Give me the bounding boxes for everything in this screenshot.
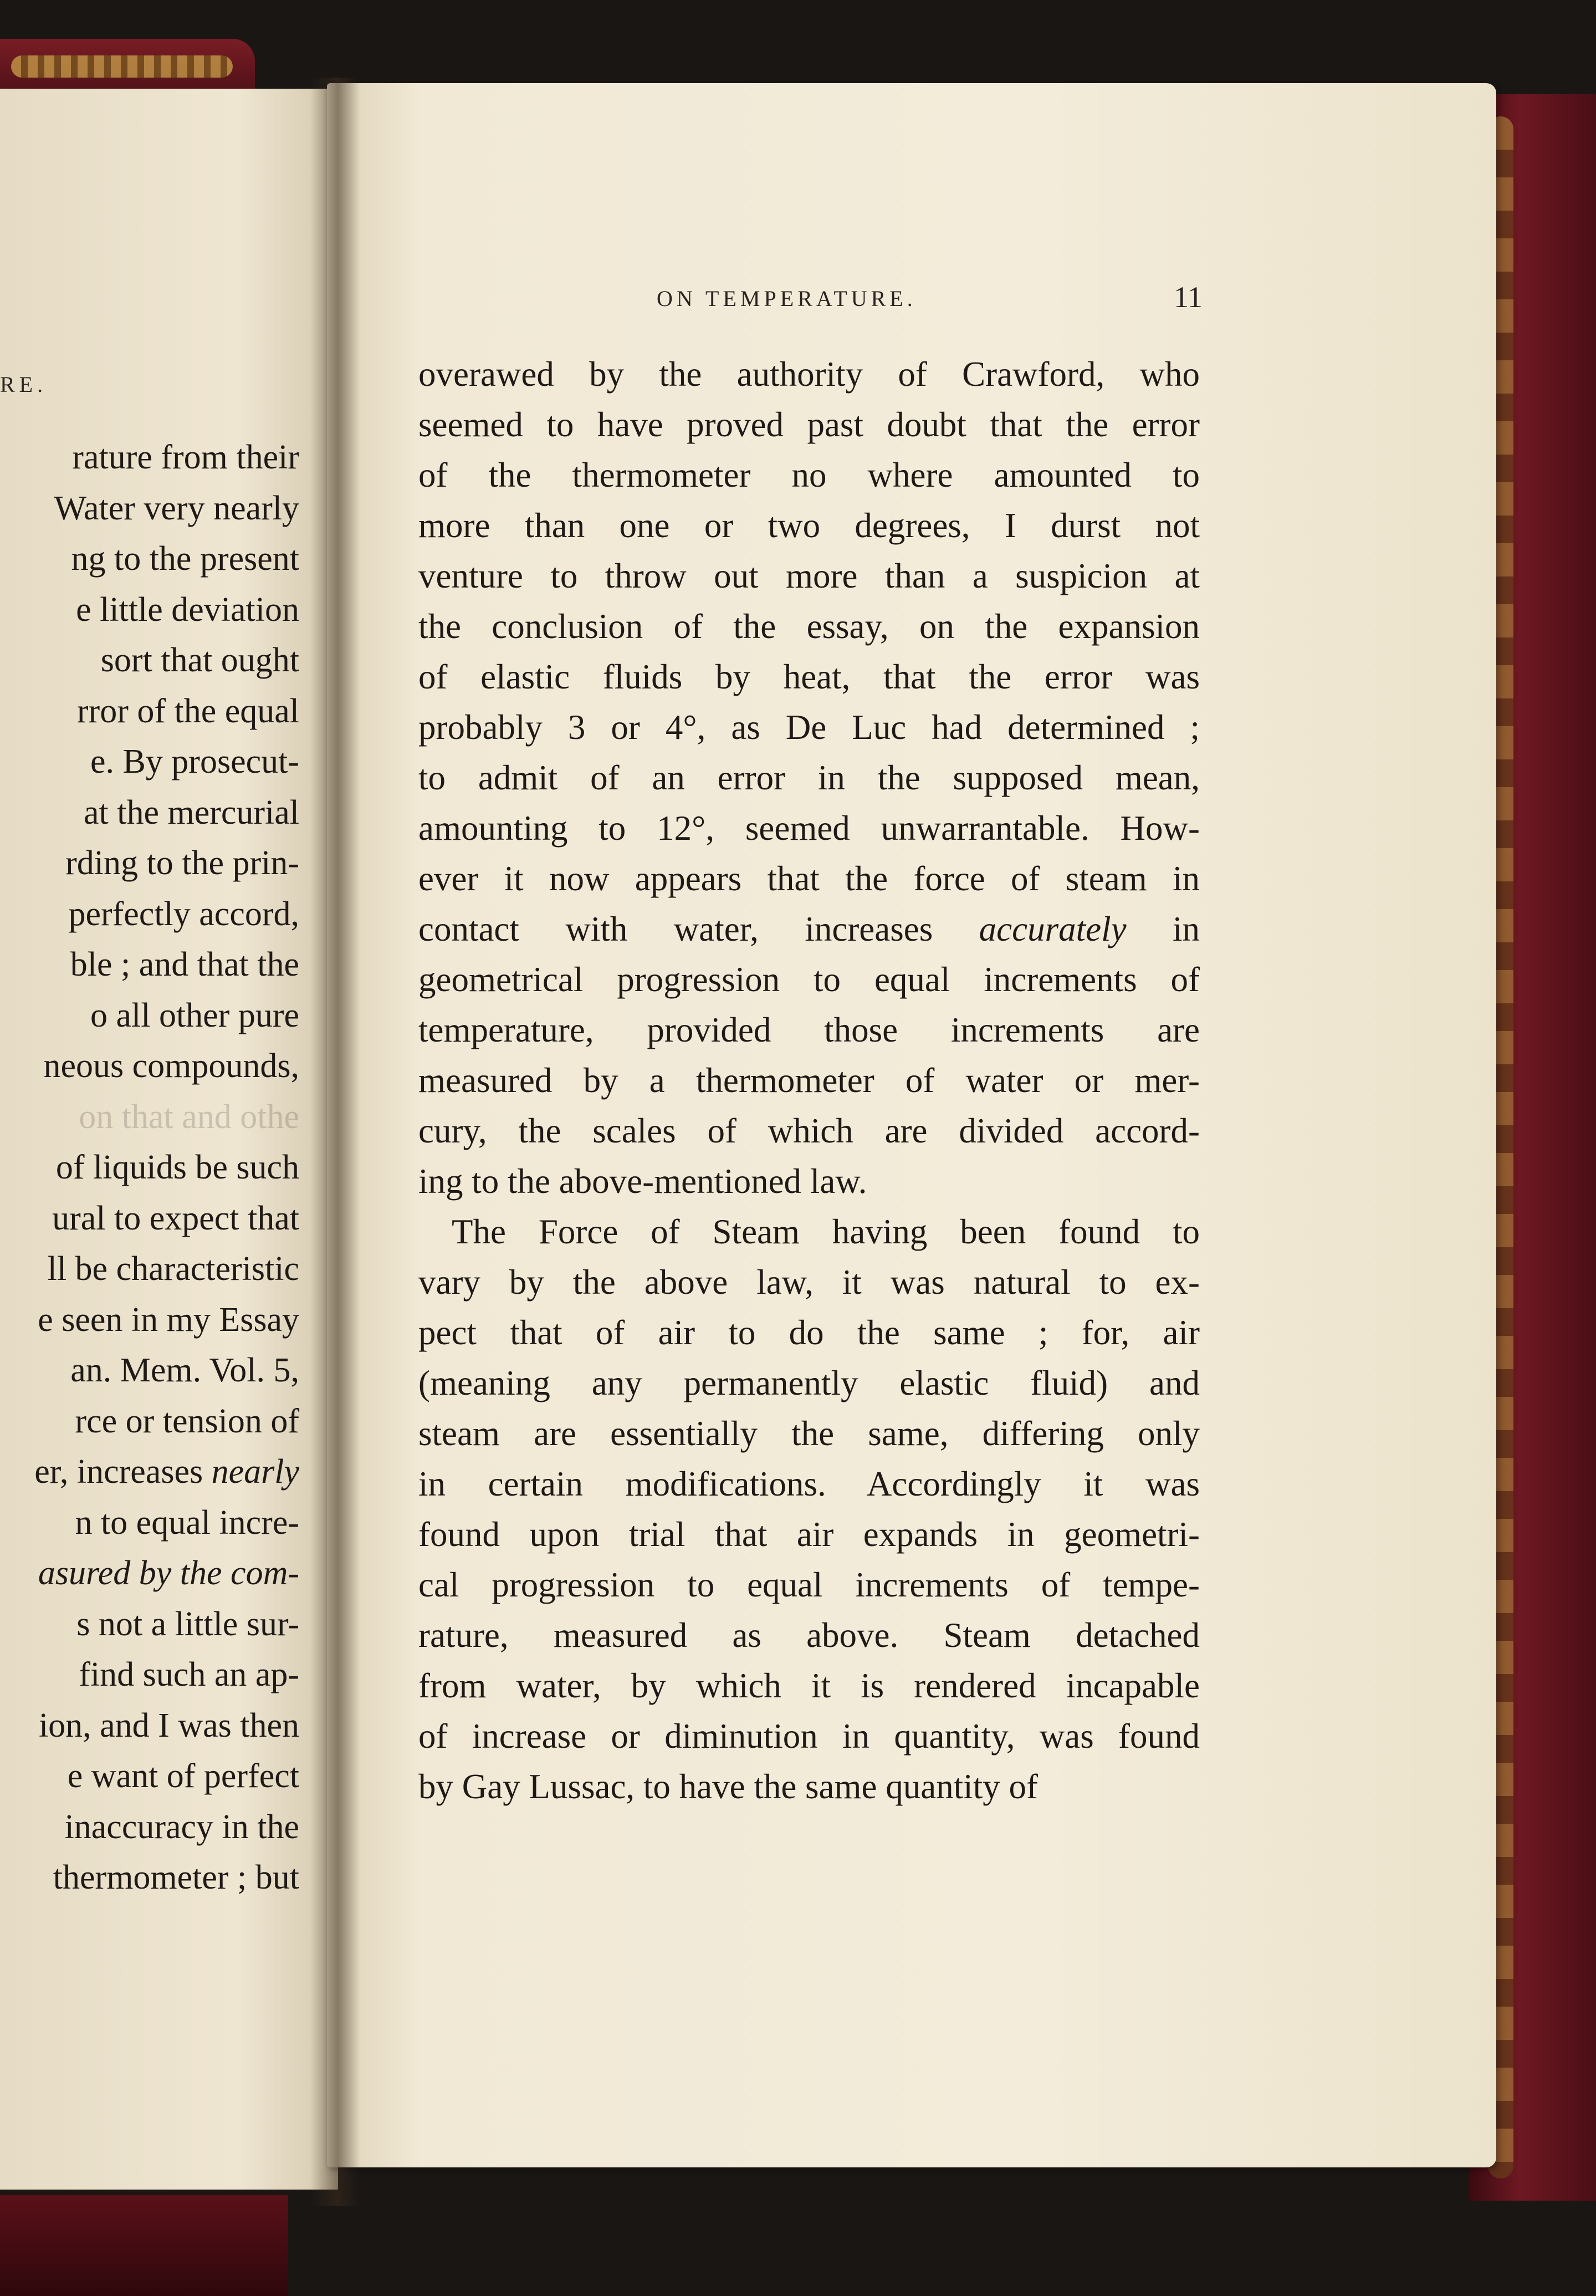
text-line: of elastic fluids by heat, that the error was — [418, 657, 1200, 696]
text-line — [418, 904, 1200, 955]
text-line: more than one or two degrees, I durst not — [418, 506, 1200, 545]
text-line: neous compounds, — [43, 1047, 299, 1085]
text-line: the conclusion of the essay, on the expansion — [418, 607, 1200, 646]
text-line: cury, the scales of which are divided accord- — [418, 1111, 1200, 1150]
line-text: er, increases — [34, 1453, 212, 1491]
text-line: of liquids be such — [55, 1149, 299, 1186]
text-line: by Gay Lussac, to have the same quantity of — [418, 1767, 1038, 1806]
text-line: ble ; and that the — [70, 946, 299, 983]
text-line: e little deviation — [76, 590, 299, 629]
text-line: overawed by the authority of Crawford, who — [418, 355, 1200, 394]
text-line: e want of perfect — [67, 1757, 299, 1795]
text-line: amounting to 12°, seemed unwarrantable. How- — [418, 809, 1200, 848]
text-line: steam are essentially the same, differing only — [418, 1414, 1200, 1453]
text-line: ng to the present — [71, 540, 299, 578]
text-line: find such an ap- — [79, 1656, 299, 1693]
text-line: e. By prosecut- — [90, 743, 299, 780]
text-line: ural to expect that — [52, 1199, 299, 1237]
text-line: temperature, provided those increments are — [418, 1011, 1200, 1049]
text-line: pect that of air to do the same ; for, air — [418, 1313, 1200, 1352]
text-line: rature from their — [72, 438, 299, 476]
text-line: ion, and I was then — [38, 1706, 299, 1744]
text-line — [0, 1548, 299, 1599]
text-line: e seen in my Essay — [38, 1300, 299, 1339]
text-line: cal progression to equal increments of tempe- — [418, 1565, 1200, 1604]
text-line: thermometer ; but — [53, 1859, 299, 1896]
line-text: contact with water, increases — [418, 910, 979, 948]
text-line: at the mercurial — [83, 793, 299, 831]
text-line: ing to the above-mentioned law. — [418, 1162, 867, 1201]
italic-text: nearly — [211, 1453, 299, 1491]
text-line: s not a little sur- — [76, 1605, 299, 1643]
leather-cover-bottom-left — [0, 2195, 288, 2296]
text-line: measured by a thermometer of water or mer- — [418, 1061, 1200, 1100]
italic-text: accurately — [979, 910, 1127, 948]
text-line: in certain modifications. Accordingly it was — [418, 1465, 1200, 1503]
left-page — [0, 89, 338, 2190]
text-line: geometrical progression to equal increments of — [418, 960, 1200, 999]
text-line: inaccuracy in the — [64, 1808, 299, 1846]
text-line: Water very nearly — [54, 489, 299, 527]
text-line — [0, 1447, 299, 1498]
text-line: sort that ought — [100, 641, 299, 679]
text-line: of the thermometer no where amounted to — [418, 456, 1200, 494]
text-line: ll be characteristic — [47, 1250, 299, 1288]
running-head: ON TEMPERATURE. — [657, 286, 917, 311]
text-line: seemed to have proved past doubt that the error — [418, 405, 1200, 444]
right-page-header — [421, 280, 1203, 313]
text-line: an. Mem. Vol. 5, — [70, 1351, 299, 1389]
text-line: on that and othe — [79, 1098, 299, 1136]
text-line: ever it now appears that the force of steam in — [418, 859, 1200, 898]
text-line: o all other pure — [90, 996, 299, 1034]
text-line: probably 3 or 4°, as De Luc had determined ; — [418, 708, 1200, 747]
page-number: 11 — [1174, 280, 1203, 314]
text-line: of increase or diminution in quantity, was found — [418, 1717, 1200, 1756]
italic-text: asured by the com- — [38, 1554, 299, 1592]
text-line: The Force of Steam having been found to — [452, 1212, 1200, 1251]
gilt-ornament-top — [11, 55, 233, 78]
text-line: rce or tension of — [75, 1402, 299, 1440]
text-line: venture to throw out more than a suspicion at — [418, 557, 1200, 595]
text-line: rding to the prin- — [65, 844, 299, 882]
line-text: in — [1126, 910, 1200, 948]
text-line: found upon trial that air expands in geometri- — [418, 1515, 1200, 1554]
left-page-text — [0, 432, 299, 1904]
text-line: rature, measured as above. Steam detached — [418, 1616, 1200, 1655]
text-line: to admit of an error in the supposed mean, — [418, 758, 1200, 797]
text-line: n to equal incre- — [75, 1503, 299, 1542]
text-line: (meaning any permanently elastic fluid) and — [418, 1364, 1200, 1402]
text-line: vary by the above law, it was natural to ex- — [418, 1263, 1200, 1302]
gutter-shadow — [310, 78, 360, 2206]
text-line: rror of the equal — [76, 692, 299, 730]
text-line: from water, by which it is rendered incapable — [418, 1666, 1200, 1705]
left-running-head: RE. — [0, 372, 48, 397]
right-page-text — [418, 349, 1200, 1812]
text-line: perfectly accord, — [68, 895, 299, 933]
